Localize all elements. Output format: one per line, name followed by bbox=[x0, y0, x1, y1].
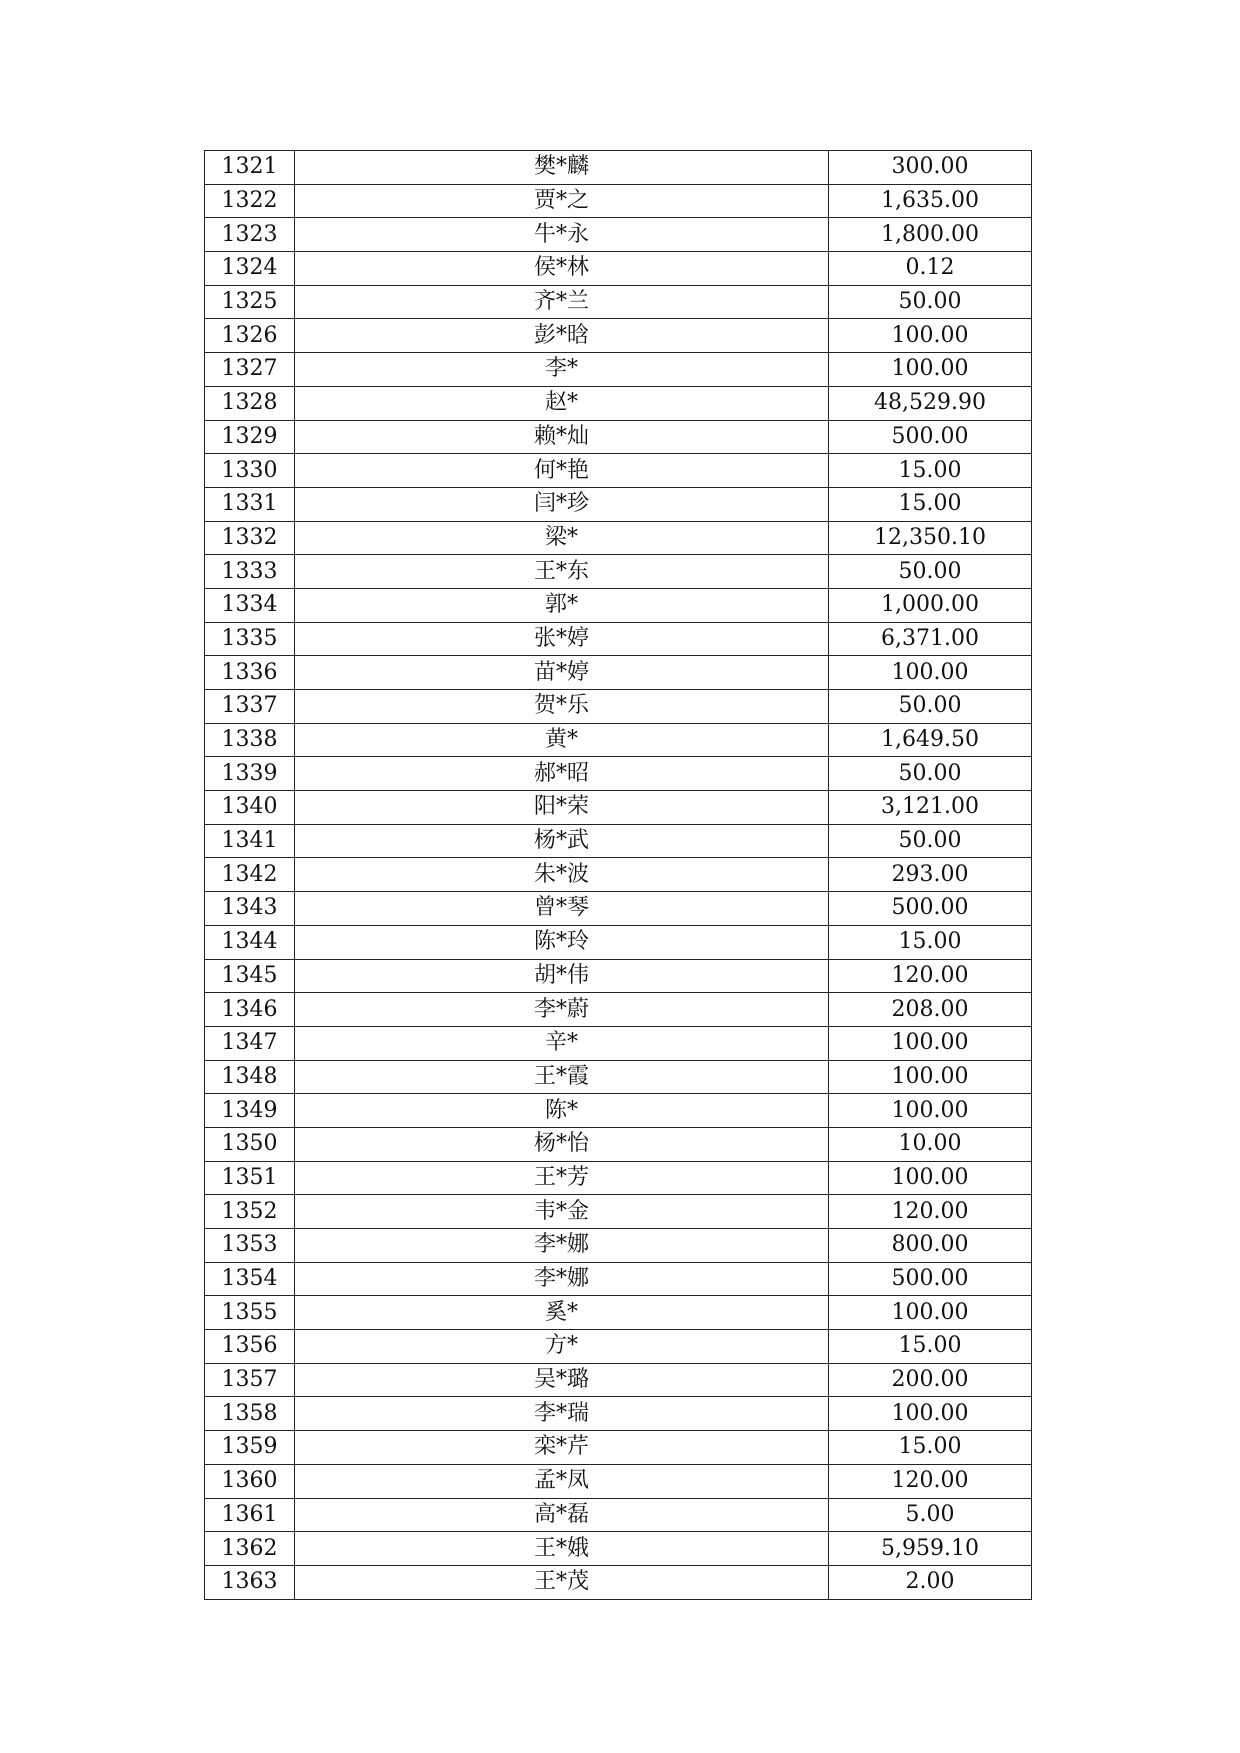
donor-name-cell: 王*娥 bbox=[295, 1532, 829, 1566]
amount-cell: 120.00 bbox=[829, 1195, 1032, 1229]
donation-table-body bbox=[205, 151, 1032, 1600]
amount-cell: 15.00 bbox=[829, 454, 1032, 488]
amount-cell: 50.00 bbox=[829, 555, 1032, 589]
amount-cell: 1,635.00 bbox=[829, 184, 1032, 218]
row-number-cell: 1343 bbox=[205, 892, 295, 926]
donor-name-cell: 阳*荣 bbox=[295, 791, 829, 825]
row-number-cell: 1349 bbox=[205, 1094, 295, 1128]
amount-cell: 3,121.00 bbox=[829, 791, 1032, 825]
row-number-cell: 1335 bbox=[205, 622, 295, 656]
donor-name-cell: 陈* bbox=[295, 1094, 829, 1128]
amount-cell: 50.00 bbox=[829, 285, 1032, 319]
donor-name-cell: 苗*婷 bbox=[295, 656, 829, 690]
table-row bbox=[205, 454, 1032, 488]
row-number-cell: 1324 bbox=[205, 252, 295, 286]
donor-name-cell: 孟*凤 bbox=[295, 1464, 829, 1498]
amount-cell: 15.00 bbox=[829, 487, 1032, 521]
donor-name-cell: 李*蔚 bbox=[295, 993, 829, 1027]
row-number-cell: 1340 bbox=[205, 791, 295, 825]
amount-cell: 100.00 bbox=[829, 1026, 1032, 1060]
donor-name-cell: 王*茂 bbox=[295, 1565, 829, 1599]
amount-cell: 1,649.50 bbox=[829, 723, 1032, 757]
donor-name-cell: 杨*怡 bbox=[295, 1127, 829, 1161]
amount-cell: 15.00 bbox=[829, 1330, 1032, 1364]
table-row bbox=[205, 1464, 1032, 1498]
donor-name-cell: 张*婷 bbox=[295, 622, 829, 656]
donor-name-cell: 辛* bbox=[295, 1026, 829, 1060]
amount-cell: 120.00 bbox=[829, 959, 1032, 993]
table-row bbox=[205, 420, 1032, 454]
amount-cell: 100.00 bbox=[829, 1161, 1032, 1195]
donor-name-cell: 樊*麟 bbox=[295, 151, 829, 185]
table-row bbox=[205, 1060, 1032, 1094]
row-number-cell: 1350 bbox=[205, 1127, 295, 1161]
row-number-cell: 1355 bbox=[205, 1296, 295, 1330]
donor-name-cell: 奚* bbox=[295, 1296, 829, 1330]
row-number-cell: 1338 bbox=[205, 723, 295, 757]
donor-name-cell: 李*瑞 bbox=[295, 1397, 829, 1431]
table-row bbox=[205, 1330, 1032, 1364]
amount-cell: 48,529.90 bbox=[829, 386, 1032, 420]
amount-cell: 50.00 bbox=[829, 690, 1032, 724]
table-row bbox=[205, 892, 1032, 926]
donor-name-cell: 李*娜 bbox=[295, 1229, 829, 1263]
amount-cell: 100.00 bbox=[829, 656, 1032, 690]
donor-name-cell: 韦*金 bbox=[295, 1195, 829, 1229]
row-number-cell: 1352 bbox=[205, 1195, 295, 1229]
donor-name-cell: 方* bbox=[295, 1330, 829, 1364]
donor-name-cell: 高*磊 bbox=[295, 1498, 829, 1532]
row-number-cell: 1323 bbox=[205, 218, 295, 252]
donor-name-cell: 贺*乐 bbox=[295, 690, 829, 724]
table-row bbox=[205, 1397, 1032, 1431]
table-row bbox=[205, 1532, 1032, 1566]
row-number-cell: 1339 bbox=[205, 757, 295, 791]
amount-cell: 100.00 bbox=[829, 1060, 1032, 1094]
amount-cell: 50.00 bbox=[829, 824, 1032, 858]
row-number-cell: 1348 bbox=[205, 1060, 295, 1094]
amount-cell: 500.00 bbox=[829, 892, 1032, 926]
row-number-cell: 1347 bbox=[205, 1026, 295, 1060]
donor-name-cell: 杨*武 bbox=[295, 824, 829, 858]
donation-table bbox=[204, 150, 1032, 1600]
table-row bbox=[205, 656, 1032, 690]
donor-name-cell: 侯*林 bbox=[295, 252, 829, 286]
table-row bbox=[205, 1363, 1032, 1397]
row-number-cell: 1326 bbox=[205, 319, 295, 353]
table-row bbox=[205, 285, 1032, 319]
row-number-cell: 1360 bbox=[205, 1464, 295, 1498]
table-row bbox=[205, 218, 1032, 252]
table-row bbox=[205, 622, 1032, 656]
table-row bbox=[205, 993, 1032, 1027]
table-row bbox=[205, 1026, 1032, 1060]
table-row bbox=[205, 1262, 1032, 1296]
table-row bbox=[205, 1296, 1032, 1330]
donor-name-cell: 闫*珍 bbox=[295, 487, 829, 521]
row-number-cell: 1351 bbox=[205, 1161, 295, 1195]
table-row bbox=[205, 555, 1032, 589]
donor-name-cell: 齐*兰 bbox=[295, 285, 829, 319]
donor-name-cell: 赵* bbox=[295, 386, 829, 420]
donor-name-cell: 何*艳 bbox=[295, 454, 829, 488]
donor-name-cell: 梁* bbox=[295, 521, 829, 555]
row-number-cell: 1341 bbox=[205, 824, 295, 858]
amount-cell: 208.00 bbox=[829, 993, 1032, 1027]
row-number-cell: 1331 bbox=[205, 487, 295, 521]
table-row bbox=[205, 588, 1032, 622]
donor-name-cell: 郝*昭 bbox=[295, 757, 829, 791]
amount-cell: 10.00 bbox=[829, 1127, 1032, 1161]
row-number-cell: 1329 bbox=[205, 420, 295, 454]
row-number-cell: 1342 bbox=[205, 858, 295, 892]
row-number-cell: 1330 bbox=[205, 454, 295, 488]
table-row bbox=[205, 690, 1032, 724]
amount-cell: 120.00 bbox=[829, 1464, 1032, 1498]
amount-cell: 1,800.00 bbox=[829, 218, 1032, 252]
amount-cell: 500.00 bbox=[829, 1262, 1032, 1296]
table-row bbox=[205, 487, 1032, 521]
amount-cell: 5,959.10 bbox=[829, 1532, 1032, 1566]
table-row bbox=[205, 521, 1032, 555]
row-number-cell: 1327 bbox=[205, 353, 295, 387]
amount-cell: 12,350.10 bbox=[829, 521, 1032, 555]
row-number-cell: 1344 bbox=[205, 925, 295, 959]
donor-name-cell: 赖*灿 bbox=[295, 420, 829, 454]
amount-cell: 15.00 bbox=[829, 925, 1032, 959]
donor-name-cell: 贾*之 bbox=[295, 184, 829, 218]
row-number-cell: 1321 bbox=[205, 151, 295, 185]
donor-name-cell: 王*东 bbox=[295, 555, 829, 589]
donor-name-cell: 王*霞 bbox=[295, 1060, 829, 1094]
amount-cell: 300.00 bbox=[829, 151, 1032, 185]
table-row bbox=[205, 1127, 1032, 1161]
amount-cell: 1,000.00 bbox=[829, 588, 1032, 622]
donor-name-cell: 王*芳 bbox=[295, 1161, 829, 1195]
table-row bbox=[205, 723, 1032, 757]
row-number-cell: 1358 bbox=[205, 1397, 295, 1431]
amount-cell: 6,371.00 bbox=[829, 622, 1032, 656]
row-number-cell: 1353 bbox=[205, 1229, 295, 1263]
row-number-cell: 1363 bbox=[205, 1565, 295, 1599]
table-row bbox=[205, 1229, 1032, 1263]
table-row bbox=[205, 184, 1032, 218]
amount-cell: 100.00 bbox=[829, 1094, 1032, 1128]
row-number-cell: 1333 bbox=[205, 555, 295, 589]
row-number-cell: 1357 bbox=[205, 1363, 295, 1397]
table-row bbox=[205, 959, 1032, 993]
table-row bbox=[205, 824, 1032, 858]
table-row bbox=[205, 1094, 1032, 1128]
donor-name-cell: 李*娜 bbox=[295, 1262, 829, 1296]
donor-name-cell: 栾*芹 bbox=[295, 1431, 829, 1465]
amount-cell: 50.00 bbox=[829, 757, 1032, 791]
table-row bbox=[205, 1565, 1032, 1599]
amount-cell: 500.00 bbox=[829, 420, 1032, 454]
row-number-cell: 1337 bbox=[205, 690, 295, 724]
table-row bbox=[205, 925, 1032, 959]
row-number-cell: 1332 bbox=[205, 521, 295, 555]
row-number-cell: 1361 bbox=[205, 1498, 295, 1532]
table-row bbox=[205, 1195, 1032, 1229]
table-row bbox=[205, 386, 1032, 420]
amount-cell: 100.00 bbox=[829, 1296, 1032, 1330]
row-number-cell: 1325 bbox=[205, 285, 295, 319]
row-number-cell: 1334 bbox=[205, 588, 295, 622]
donor-name-cell: 曾*琴 bbox=[295, 892, 829, 926]
table-row bbox=[205, 252, 1032, 286]
donor-name-cell: 吴*璐 bbox=[295, 1363, 829, 1397]
donor-name-cell: 牛*永 bbox=[295, 218, 829, 252]
donor-name-cell: 陈*玲 bbox=[295, 925, 829, 959]
amount-cell: 100.00 bbox=[829, 353, 1032, 387]
table-row bbox=[205, 858, 1032, 892]
row-number-cell: 1356 bbox=[205, 1330, 295, 1364]
donor-name-cell: 彭*晗 bbox=[295, 319, 829, 353]
table-row bbox=[205, 1431, 1032, 1465]
row-number-cell: 1359 bbox=[205, 1431, 295, 1465]
amount-cell: 15.00 bbox=[829, 1431, 1032, 1465]
table-row bbox=[205, 151, 1032, 185]
table-row bbox=[205, 757, 1032, 791]
amount-cell: 293.00 bbox=[829, 858, 1032, 892]
row-number-cell: 1346 bbox=[205, 993, 295, 1027]
row-number-cell: 1322 bbox=[205, 184, 295, 218]
table-row bbox=[205, 353, 1032, 387]
donor-name-cell: 胡*伟 bbox=[295, 959, 829, 993]
row-number-cell: 1354 bbox=[205, 1262, 295, 1296]
table-row bbox=[205, 791, 1032, 825]
donor-name-cell: 郭* bbox=[295, 588, 829, 622]
row-number-cell: 1362 bbox=[205, 1532, 295, 1566]
amount-cell: 5.00 bbox=[829, 1498, 1032, 1532]
donor-name-cell: 黄* bbox=[295, 723, 829, 757]
amount-cell: 0.12 bbox=[829, 252, 1032, 286]
row-number-cell: 1336 bbox=[205, 656, 295, 690]
amount-cell: 200.00 bbox=[829, 1363, 1032, 1397]
amount-cell: 100.00 bbox=[829, 319, 1032, 353]
donor-name-cell: 朱*波 bbox=[295, 858, 829, 892]
amount-cell: 100.00 bbox=[829, 1397, 1032, 1431]
row-number-cell: 1345 bbox=[205, 959, 295, 993]
row-number-cell: 1328 bbox=[205, 386, 295, 420]
amount-cell: 800.00 bbox=[829, 1229, 1032, 1263]
table-row bbox=[205, 319, 1032, 353]
table-row bbox=[205, 1498, 1032, 1532]
table-row bbox=[205, 1161, 1032, 1195]
amount-cell: 2.00 bbox=[829, 1565, 1032, 1599]
donor-name-cell: 李* bbox=[295, 353, 829, 387]
